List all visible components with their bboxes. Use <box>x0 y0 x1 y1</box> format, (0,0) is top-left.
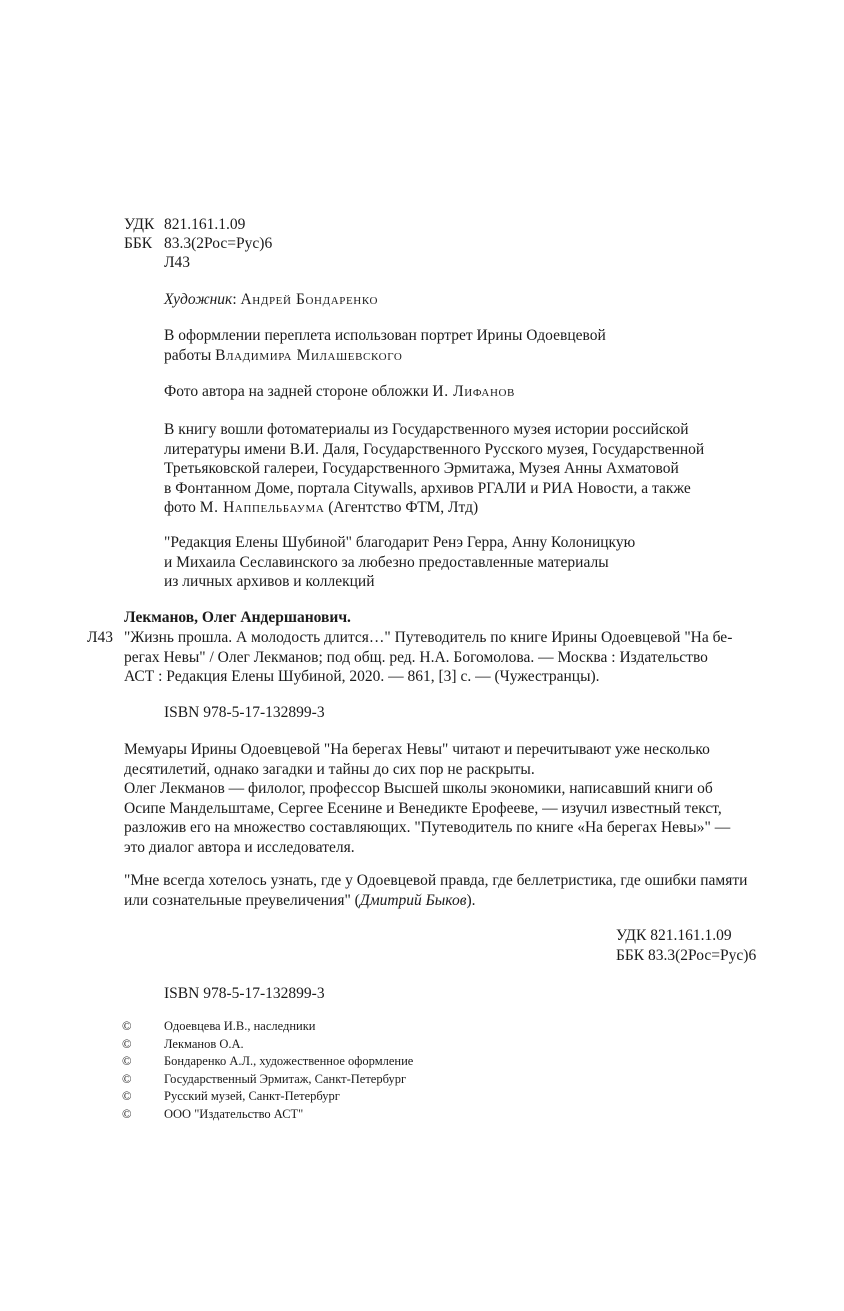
catalog-line: АСТ : Редакция Елены Шубиной, 2020. — 861, [3] с. — (Чужестранцы). <box>124 668 600 685</box>
quote-line-2 <box>124 891 747 911</box>
copyright-holder: Русский музей, Санкт-Петербург <box>164 1089 340 1104</box>
bbk-line <box>124 234 272 254</box>
materials-agency: (Агентство ФТМ, Лтд) <box>328 499 479 516</box>
quote-line-1: "Мне всегда хотелось узнать, где у Одоевцевой правда, где беллетристика, где ошибки памяти <box>124 872 748 889</box>
materials-line: в Фонтанном Доме, портала Citywalls, архивов РГАЛИ и РИА Новости, а также <box>164 479 691 497</box>
materials-line: литературы имени В.И. Даля, Государственного Русского музея, Государственной <box>164 440 705 458</box>
quote <box>124 871 747 910</box>
cover-note-prefix: работы <box>164 346 212 364</box>
catalog-line: регах Невы" / Олег Лекманов; под общ. ред. Н.А. Богомолова. — Москва : Издательство <box>124 648 708 666</box>
bottom-bbk: ББК 83.3(2Рос=Рус)6 <box>616 946 757 964</box>
materials-line: В книгу вошли фотоматериалы из Государственного музея истории российской <box>164 421 689 438</box>
copyright-holder: Лекманов О.А. <box>164 1036 244 1051</box>
annotation-line: это диалог автора и исследователя. <box>124 838 355 856</box>
annotation-line: Олег Лекманов — филолог, профессор Высшей школы экономики, написавший книги об <box>124 780 713 797</box>
copyright-holder: ООО "Издательство АСТ" <box>164 1106 304 1121</box>
annotation-line: Осипе Мандельштаме, Сергее Есенине и Венедикте Ерофееве, — изучил известный текст, <box>124 799 722 817</box>
bottom-udk: УДК 821.161.1.09 <box>616 927 732 944</box>
bbk-label: ББК <box>124 235 153 252</box>
photo-note-text: Фото автора на задней стороне обложки <box>164 383 429 400</box>
author-mark: Л43 <box>164 254 191 271</box>
thanks-line: "Редакция Елены Шубиной" благодарит Ренэ Герра, Анну Колоницкую <box>164 534 636 551</box>
quote-closing: ). <box>466 891 476 909</box>
copyright-item <box>122 1071 413 1089</box>
materials-photo-prefix: фото <box>164 499 196 516</box>
copyright-symbol: © <box>122 1071 132 1086</box>
udk-label: УДК <box>124 216 155 233</box>
photo-note <box>164 382 515 402</box>
artist-credit: Художник: Андрей Бондаренко <box>164 291 379 308</box>
copyright-list <box>122 1018 413 1124</box>
quote-text-end: или сознательные преувеличения" ( <box>124 891 360 909</box>
annotation-line: Мемуары Ирины Одоевцевой "На берегах Невы" читают и перечитывают уже несколько <box>124 741 710 758</box>
cover-note-line-1: В оформлении переплета использован портрет Ирины Одоевцевой <box>164 327 606 344</box>
thanks-line: и Михаила Сеславинского за любезно предоставленные материалы <box>164 553 609 571</box>
isbn-bottom: ISBN 978-5-17-132899-3 <box>164 985 325 1002</box>
bottom-classification <box>616 926 756 965</box>
copyright-symbol: © <box>122 1036 132 1051</box>
annotation <box>124 740 764 857</box>
udk-value: 821.161.1.09 <box>164 216 246 233</box>
catalog-author-heading: Лекманов, Олег Андершанович. <box>124 609 351 626</box>
copyright-holder: Государственный Эрмитаж, Санкт-Петербург <box>164 1071 407 1086</box>
annotation-line: десятилетий, однако загадки и тайны до сих пор не раскрыты. <box>124 760 535 778</box>
cover-portrait-artist: Владимира Милашевского <box>215 346 403 364</box>
udk-line <box>124 215 245 235</box>
bbk-value: 83.3(2Рос=Рус)6 <box>164 235 273 252</box>
quote-author: Дмитрий Быков <box>359 891 467 909</box>
catalog-isbn: ISBN 978-5-17-132899-3 <box>164 704 325 721</box>
materials-note <box>164 420 704 518</box>
materials-line: Третьяковской галереи, Государственного Эрмитажа, Музея Анны Ахматовой <box>164 460 679 477</box>
catalog-mark: Л43 <box>87 629 114 646</box>
thanks-note <box>164 533 635 592</box>
catalog-description <box>124 628 762 687</box>
copyright-symbol: © <box>122 1019 132 1033</box>
cover-note <box>164 326 606 365</box>
annotation-line: разложив его на множество составляющих. "Путеводитель по книге «На берегах Невы»" — <box>124 819 731 836</box>
copyright-symbol: © <box>122 1054 132 1069</box>
photo-author: И. Лифанов <box>432 383 515 400</box>
copyright-item <box>122 1018 413 1036</box>
artist-label: Художник <box>164 291 233 308</box>
materials-line-last <box>164 498 704 518</box>
copyright-holder: Бондаренко А.Л., художественное оформление <box>164 1054 414 1069</box>
copyright-item <box>122 1053 413 1071</box>
thanks-line: из личных архивов и коллекций <box>164 573 375 590</box>
copyright-item <box>122 1036 413 1054</box>
cover-note-line-2 <box>164 346 606 366</box>
copyright-symbol: © <box>122 1106 132 1121</box>
copyright-item <box>122 1088 413 1106</box>
copyright-holder: Одоевцева И.В., наследники <box>164 1019 316 1033</box>
artist-name: Андрей Бондаренко <box>240 291 379 308</box>
catalog-line: "Жизнь прошла. А молодость длится…" Путеводитель по книге Ирины Одоевцевой "На бе- <box>124 629 733 646</box>
copyright-symbol: © <box>122 1089 132 1104</box>
materials-photographer: М. Наппельбаума <box>199 499 325 516</box>
copyright-item <box>122 1106 413 1124</box>
